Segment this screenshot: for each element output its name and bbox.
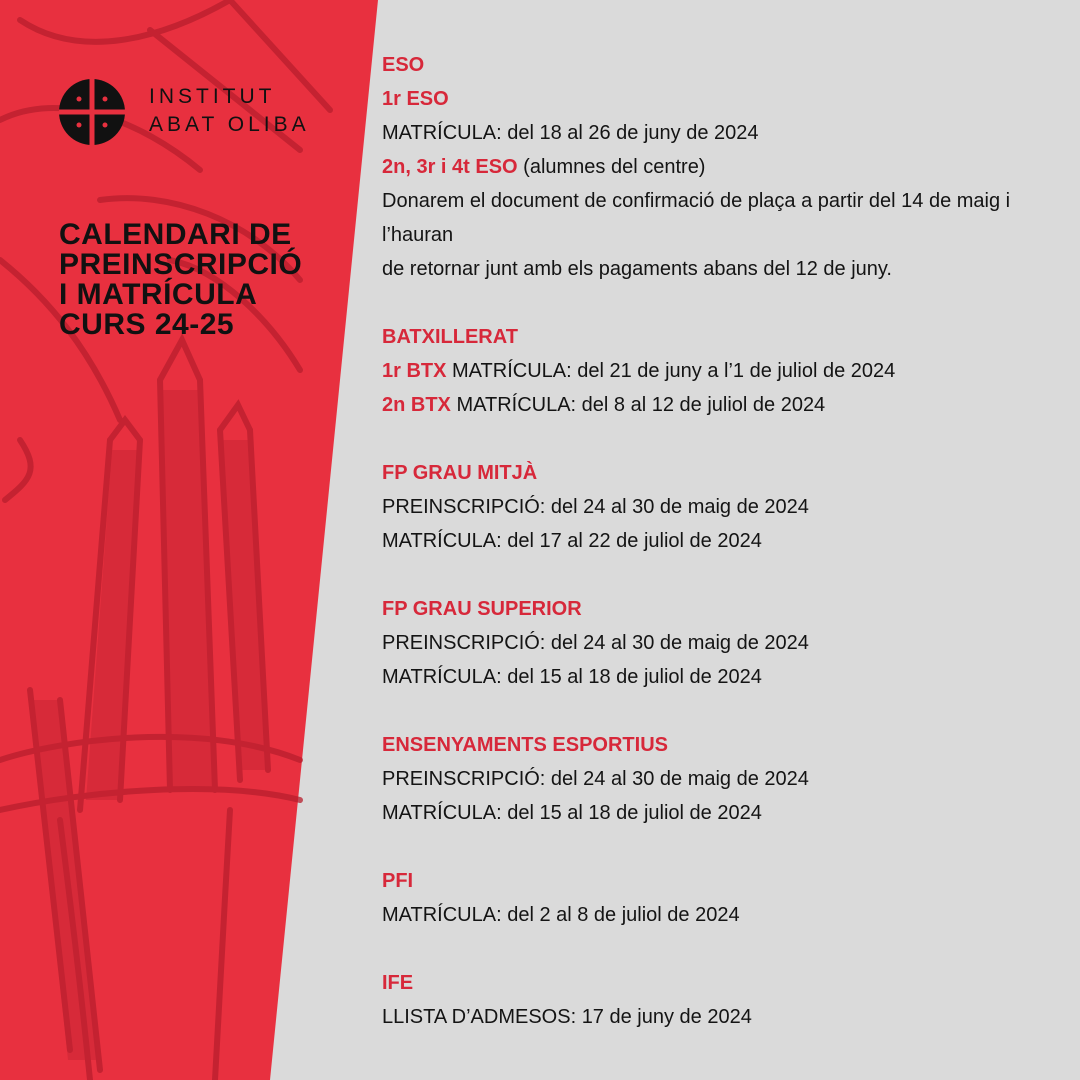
title-line: CALENDARI DE <box>59 218 292 251</box>
section-heading: IFE <box>382 972 414 994</box>
batx-1r-text: MATRÍCULA: del 21 de juny a l’1 de juliol de 2024 <box>446 360 896 382</box>
section-heading: BATXILLERAT <box>382 326 518 348</box>
title-line: I MATRÍCULA <box>59 278 258 311</box>
enrollment-text: MATRÍCULA: del 18 al 26 de juny de 2024 <box>382 122 759 144</box>
enrollment-text: MATRÍCULA: del 15 al 18 de juliol de 2024 <box>382 802 762 824</box>
section-pfi <box>382 864 1062 932</box>
return-text: de retornar junt amb els pagaments abans del 12 de juny. <box>382 258 892 280</box>
section-ife <box>382 966 1062 1034</box>
subheading-2n-4t-eso: 2n, 3r i 4t ESO <box>382 156 518 178</box>
batx-2n-text: MATRÍCULA: del 8 al 12 de juliol de 2024 <box>450 394 826 416</box>
subheading-2n-4t-eso-row <box>382 150 1062 184</box>
cross-circle-logo-icon <box>57 77 127 147</box>
title-line: CURS 24-25 <box>59 308 235 341</box>
section-heading: ESO <box>382 54 425 76</box>
section-heading: ENSENYAMENTS ESPORTIUS <box>382 734 668 756</box>
preinscription-text: PREINSCRIPCIÓ: del 24 al 30 de maig de 2024 <box>382 768 809 790</box>
logo-text-institut: INSTITUT <box>149 85 276 108</box>
preinscription-text: PREINSCRIPCIÓ: del 24 al 30 de maig de 2024 <box>382 632 809 654</box>
section-fp-grau-superior <box>382 592 1062 694</box>
section-eso <box>382 48 1062 286</box>
enrollment-text: MATRÍCULA: del 15 al 18 de juliol de 2024 <box>382 666 762 688</box>
poster-title <box>59 220 349 340</box>
title-line: PREINSCRIPCIÓ <box>59 248 303 281</box>
batx-2n-row <box>382 388 1062 422</box>
school-logo <box>57 77 357 141</box>
logo-text-abat-oliba: ABAT OLIBA <box>149 113 310 136</box>
schedule-list <box>382 48 1062 1068</box>
subheading-note: (alumnes del centre) <box>517 156 706 178</box>
section-ensenyaments-esportius <box>382 728 1062 830</box>
batx-2n-label: 2n BTX <box>382 394 451 416</box>
preinscription-text: PREINSCRIPCIÓ: del 24 al 30 de maig de 2024 <box>382 496 809 518</box>
enrollment-text: MATRÍCULA: del 2 al 8 de juliol de 2024 <box>382 904 740 926</box>
subheading-1r-eso: 1r ESO <box>382 88 449 110</box>
confirmation-text: Donarem el document de confirmació de plaça a partir del 14 de maig i l’hauran <box>382 190 1011 246</box>
section-heading: PFI <box>382 870 414 892</box>
section-batxillerat <box>382 320 1062 422</box>
section-heading: FP GRAU MITJÀ <box>382 462 538 484</box>
batx-1r-label: 1r BTX <box>382 360 447 382</box>
section-heading: FP GRAU SUPERIOR <box>382 598 582 620</box>
enrollment-text: MATRÍCULA: del 17 al 22 de juliol de 2024 <box>382 530 762 552</box>
batx-1r-row <box>382 354 1062 388</box>
section-fp-grau-mitja <box>382 456 1062 558</box>
admitted-list-text: LLISTA D’ADMESOS: 17 de juny de 2024 <box>382 1006 752 1028</box>
